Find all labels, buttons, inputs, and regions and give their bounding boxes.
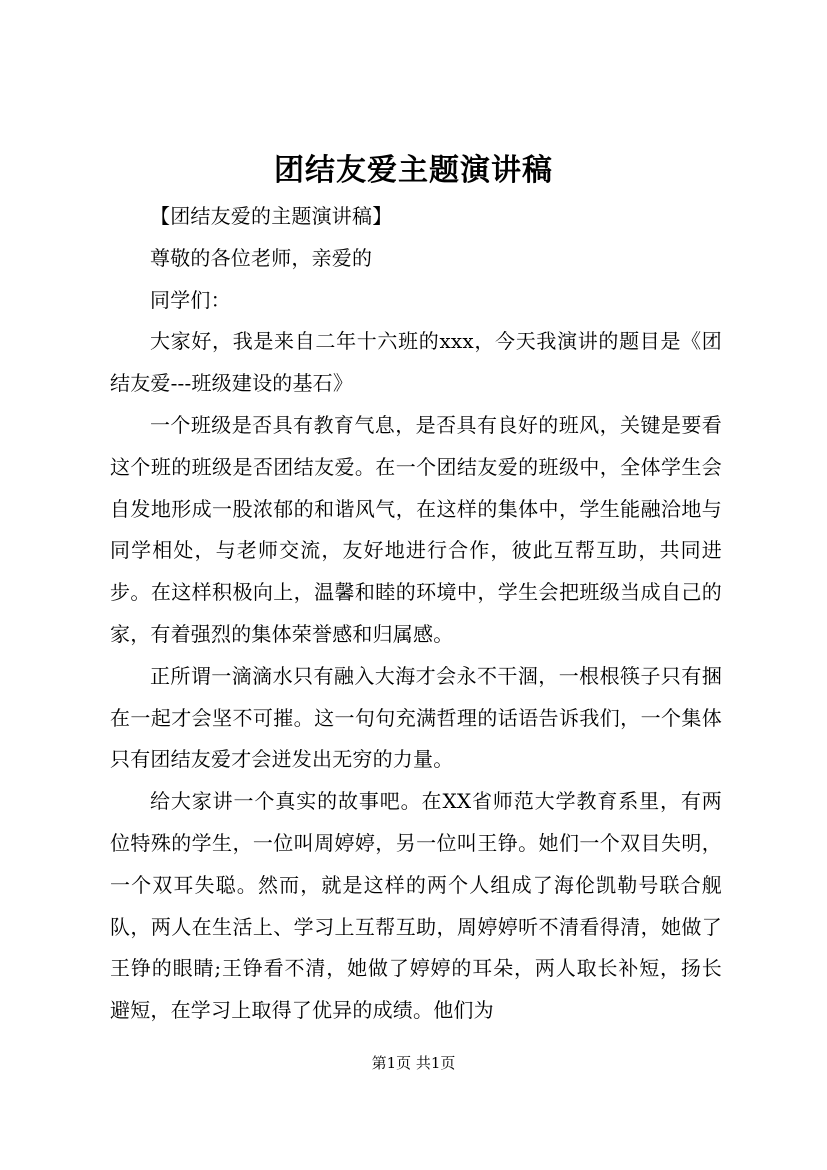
document-title: 团结友爱主题演讲稿 [274,153,553,188]
paragraph-unity-saying: 正所谓一滴滴水只有融入大海才会永不干涸，一根根筷子只有捆在一起才会坚不可摧。这一句句充满哲理的话语告诉我们，一个集体只有团结友爱才会迸发出无穷的力量。 [110,663,722,772]
paragraph-heading: 【团结友爱的主题演讲稿】 [150,204,393,228]
paragraph-story: 给大家讲一个真实的故事吧。在XX省师范大学教育系里，有两位特殊的学生，一位叫周婷婷，另一位叫王铮。她们一个双目失明，一个双耳失聪。然而，就是这样的两个人组成了海伦凯勒号联合舰队，两人在生活上、学习上互帮互助，周婷婷听不清看得清，她做了王铮的眼睛;王铮看不清，她做了婷婷的耳朵，两人取长补短，扬长避短，在学习上取得了优异的成绩。他们为 [110,789,722,1023]
paragraph-class-atmosphere: 一个班级是否具有教育气息，是否具有良好的班风，关键是要看这个班的班级是否团结友爱。在一个团结友爱的班级中，全体学生会自发地形成一股浓郁的和谐风气，在这样的集体中，学生能融洽地与同学相处，与老师交流，友好地进行合作，彼此互帮互助，共同进步。在这样积极向上，温馨和睦的环境中，学生会把班级当成自己的家，有着强烈的集体荣誉感和归属感。 [110,412,722,646]
page-footer: 第1页 共1页 [371,1054,456,1072]
document-body [110,196,722,1032]
paragraph-greeting-students: 同学们： [150,287,231,312]
paragraph-intro: 大家好，我是来自二年十六班的xxx，今天我演讲的题目是《团结友爱---班级建设的基石》 [110,329,722,396]
paragraph-greeting: 尊敬的各位老师，亲爱的 [150,245,373,270]
